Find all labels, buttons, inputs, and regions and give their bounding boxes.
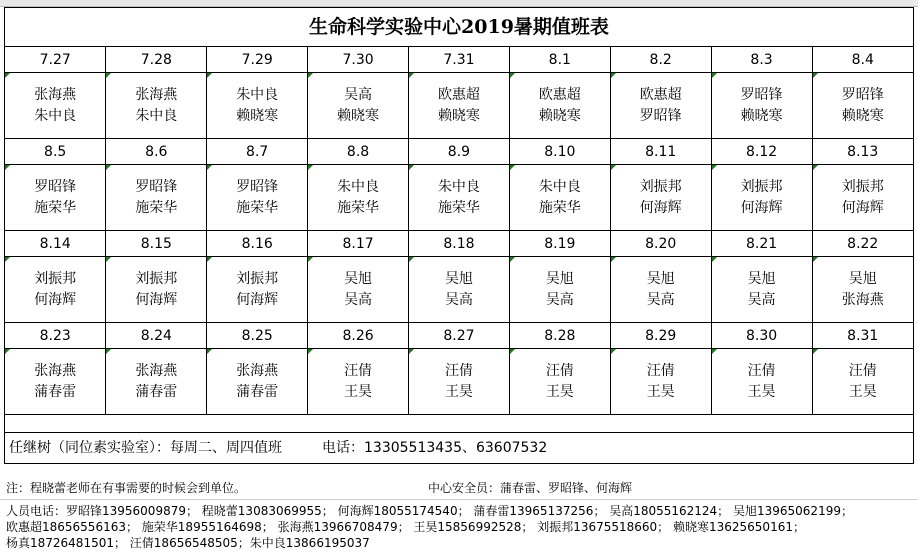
staff-name: 刘振邦 (841, 178, 884, 195)
date-cell[interactable]: 8.29 (610, 323, 711, 349)
staff-name: 汪倩 (545, 362, 574, 379)
staff-name: 朱中良 (135, 107, 178, 124)
staff-name: 施荣华 (437, 199, 480, 216)
staff-name: 张海燕 (34, 86, 77, 103)
staff-cell[interactable] (610, 257, 711, 323)
page-title: 生命科学实验中心2019暑期值班表 (5, 8, 913, 47)
staff-cell[interactable] (610, 73, 711, 139)
staff-name: 汪倩 (344, 362, 373, 379)
safety-officers: 中心安全员：蒲春雷、罗昭锋、何海辉 (428, 481, 633, 495)
staff-name: 吴旭 (545, 270, 574, 287)
footer-note: 注：程晓蕾老师在有事需要的时候会到单位。 (6, 481, 247, 495)
staff-name: 刘振邦 (639, 178, 682, 195)
staff-cell[interactable] (106, 349, 207, 415)
date-cell[interactable]: 8.2 (610, 47, 711, 73)
date-cell[interactable]: 8.31 (812, 323, 913, 349)
date-cell[interactable]: 8.22 (812, 231, 913, 257)
staff-cell[interactable] (207, 257, 308, 323)
staff-name: 罗昭锋 (236, 178, 279, 195)
footer-notes (0, 470, 918, 552)
staff-cell[interactable] (207, 349, 308, 415)
staff-name: 罗昭锋 (34, 178, 77, 195)
staff-name: 蒲春雷 (236, 383, 279, 400)
staff-cell[interactable] (409, 257, 510, 323)
date-cell[interactable]: 8.12 (711, 139, 812, 165)
date-cell[interactable]: 8.3 (711, 47, 812, 73)
staff-cell[interactable] (409, 73, 510, 139)
staff-name: 吴高 (747, 291, 776, 308)
date-cell[interactable]: 8.16 (207, 231, 308, 257)
staff-name: 朱中良 (538, 178, 581, 195)
date-cell[interactable]: 7.29 (207, 47, 308, 73)
staff-name: 施荣华 (135, 199, 178, 216)
date-cell[interactable]: 8.4 (812, 47, 913, 73)
staff-cell[interactable] (106, 257, 207, 323)
staff-name: 赖晓寒 (740, 107, 783, 124)
staff-name: 施荣华 (538, 199, 581, 216)
staff-name: 吴高 (545, 291, 574, 308)
date-cell[interactable]: 8.27 (409, 323, 510, 349)
duty-person: 任继树（同位素实验室）：每周二、周四值班 (9, 440, 282, 456)
duty-roster-sheet (4, 7, 914, 464)
divider (0, 499, 918, 500)
contact-line: 人员电话：罗昭锋13956009879； 程晓蕾13083069955； 何海辉18055174540； 蒲春雷13965137256； 吴高18055162124； 吴旭13965062199； (6, 504, 853, 518)
staff-cell[interactable] (207, 165, 308, 231)
date-cell[interactable]: 8.25 (207, 323, 308, 349)
staff-cell[interactable] (106, 73, 207, 139)
date-cell[interactable]: 8.15 (106, 231, 207, 257)
staff-cell[interactable] (812, 73, 913, 139)
staff-cell[interactable] (207, 73, 308, 139)
date-cell[interactable]: 8.7 (207, 139, 308, 165)
date-cell[interactable]: 8.9 (409, 139, 510, 165)
date-cell[interactable]: 8.24 (106, 323, 207, 349)
staff-name: 刘振邦 (135, 270, 178, 287)
duty-phone: 电话：13305513435、63607532 (322, 440, 548, 456)
contact-list (6, 503, 918, 551)
staff-cell[interactable] (812, 349, 913, 415)
contact-line: 欧惠超18656556163； 施荣华18955164698； 张海燕13966708479； 王昊15856992528； 刘振邦13675518660； 赖晓寒13625650161； (6, 520, 805, 534)
staff-name: 赖晓寒 (337, 107, 380, 124)
date-cell[interactable]: 8.1 (509, 47, 610, 73)
staff-name: 欧惠超 (437, 86, 480, 103)
staff-cell[interactable] (509, 257, 610, 323)
staff-name: 王昊 (444, 383, 473, 400)
staff-name: 刘振邦 (740, 178, 783, 195)
date-cell[interactable]: 8.19 (509, 231, 610, 257)
date-cell[interactable]: 8.20 (610, 231, 711, 257)
staff-cell[interactable] (711, 73, 812, 139)
staff-name: 何海辉 (236, 291, 279, 308)
staff-name: 张海燕 (34, 362, 77, 379)
staff-name: 王昊 (848, 383, 877, 400)
staff-name: 王昊 (344, 383, 373, 400)
staff-cell[interactable] (308, 257, 409, 323)
staff-cell[interactable] (308, 165, 409, 231)
contact-line: 杨真18726481501； 汪倩18656548505；朱中良13866195037 (6, 536, 370, 550)
staff-name: 罗昭锋 (841, 86, 884, 103)
date-cell[interactable]: 7.30 (308, 47, 409, 73)
date-cell[interactable]: 7.27 (5, 47, 106, 73)
staff-name: 张海燕 (135, 86, 178, 103)
staff-cell[interactable] (5, 73, 106, 139)
staff-name: 王昊 (545, 383, 574, 400)
staff-name: 罗昭锋 (639, 107, 682, 124)
staff-cell[interactable] (308, 73, 409, 139)
staff-cell[interactable] (409, 349, 510, 415)
staff-name: 施荣华 (34, 199, 77, 216)
date-cell[interactable]: 8.11 (610, 139, 711, 165)
date-cell[interactable]: 8.26 (308, 323, 409, 349)
date-cell[interactable]: 8.18 (409, 231, 510, 257)
staff-cell[interactable] (5, 257, 106, 323)
staff-cell[interactable] (5, 165, 106, 231)
staff-name: 朱中良 (337, 178, 380, 195)
staff-name: 蒲春雷 (34, 383, 77, 400)
roster-table (5, 47, 913, 415)
staff-name: 何海辉 (639, 199, 682, 216)
spreadsheet-column-strip (0, 0, 918, 7)
date-cell[interactable]: 8.30 (711, 323, 812, 349)
staff-name: 欧惠超 (639, 86, 682, 103)
staff-cell[interactable] (5, 349, 106, 415)
staff-name: 王昊 (646, 383, 675, 400)
staff-cell[interactable] (509, 165, 610, 231)
staff-name: 赖晓寒 (437, 107, 480, 124)
date-cell[interactable]: 8.8 (308, 139, 409, 165)
staff-name: 何海辉 (841, 199, 884, 216)
staff-name: 刘振邦 (34, 270, 77, 287)
staff-name: 吴高 (344, 86, 373, 103)
date-cell[interactable]: 8.6 (106, 139, 207, 165)
staff-name: 王昊 (747, 383, 776, 400)
staff-name: 赖晓寒 (841, 107, 884, 124)
staff-name: 张海燕 (841, 291, 884, 308)
staff-name: 汪倩 (646, 362, 675, 379)
date-cell[interactable]: 8.21 (711, 231, 812, 257)
staff-cell[interactable] (106, 165, 207, 231)
staff-name: 吴高 (444, 291, 473, 308)
staff-cell[interactable] (610, 165, 711, 231)
staff-name: 吴旭 (747, 270, 776, 287)
date-cell[interactable]: 8.13 (812, 139, 913, 165)
staff-name: 朱中良 (236, 86, 279, 103)
staff-name: 蒲春雷 (135, 383, 178, 400)
staff-cell[interactable] (812, 165, 913, 231)
staff-cell[interactable] (409, 165, 510, 231)
date-cell[interactable]: 7.31 (409, 47, 510, 73)
staff-name: 罗昭锋 (740, 86, 783, 103)
staff-name: 朱中良 (34, 107, 77, 124)
staff-cell[interactable] (509, 349, 610, 415)
staff-name: 张海燕 (236, 362, 279, 379)
date-cell[interactable]: 7.28 (106, 47, 207, 73)
staff-name: 赖晓寒 (538, 107, 581, 124)
staff-name: 吴高 (646, 291, 675, 308)
staff-cell[interactable] (711, 165, 812, 231)
staff-name: 罗昭锋 (135, 178, 178, 195)
staff-cell[interactable] (509, 73, 610, 139)
date-cell[interactable]: 8.23 (5, 323, 106, 349)
staff-name: 汪倩 (747, 362, 776, 379)
staff-name: 汪倩 (444, 362, 473, 379)
staff-name: 何海辉 (34, 291, 77, 308)
staff-name: 吴高 (344, 291, 373, 308)
date-cell[interactable]: 8.17 (308, 231, 409, 257)
date-cell[interactable]: 8.5 (5, 139, 106, 165)
staff-cell[interactable] (711, 257, 812, 323)
staff-name: 张海燕 (135, 362, 178, 379)
staff-name: 施荣华 (337, 199, 380, 216)
staff-name: 欧惠超 (538, 86, 581, 103)
staff-name: 何海辉 (740, 199, 783, 216)
staff-name: 汪倩 (848, 362, 877, 379)
staff-cell[interactable] (812, 257, 913, 323)
staff-name: 赖晓寒 (236, 107, 279, 124)
staff-name: 吴旭 (444, 270, 473, 287)
staff-cell[interactable] (610, 349, 711, 415)
duty-info-row (4, 432, 914, 464)
staff-name: 吴旭 (848, 270, 877, 287)
staff-name: 朱中良 (437, 178, 480, 195)
date-cell[interactable]: 8.28 (509, 323, 610, 349)
staff-cell[interactable] (711, 349, 812, 415)
staff-name: 何海辉 (135, 291, 178, 308)
date-cell[interactable]: 8.10 (509, 139, 610, 165)
staff-name: 吴旭 (646, 270, 675, 287)
staff-name: 吴旭 (344, 270, 373, 287)
staff-cell[interactable] (308, 349, 409, 415)
staff-name: 施荣华 (236, 199, 279, 216)
staff-name: 刘振邦 (236, 270, 279, 287)
date-cell[interactable]: 8.14 (5, 231, 106, 257)
